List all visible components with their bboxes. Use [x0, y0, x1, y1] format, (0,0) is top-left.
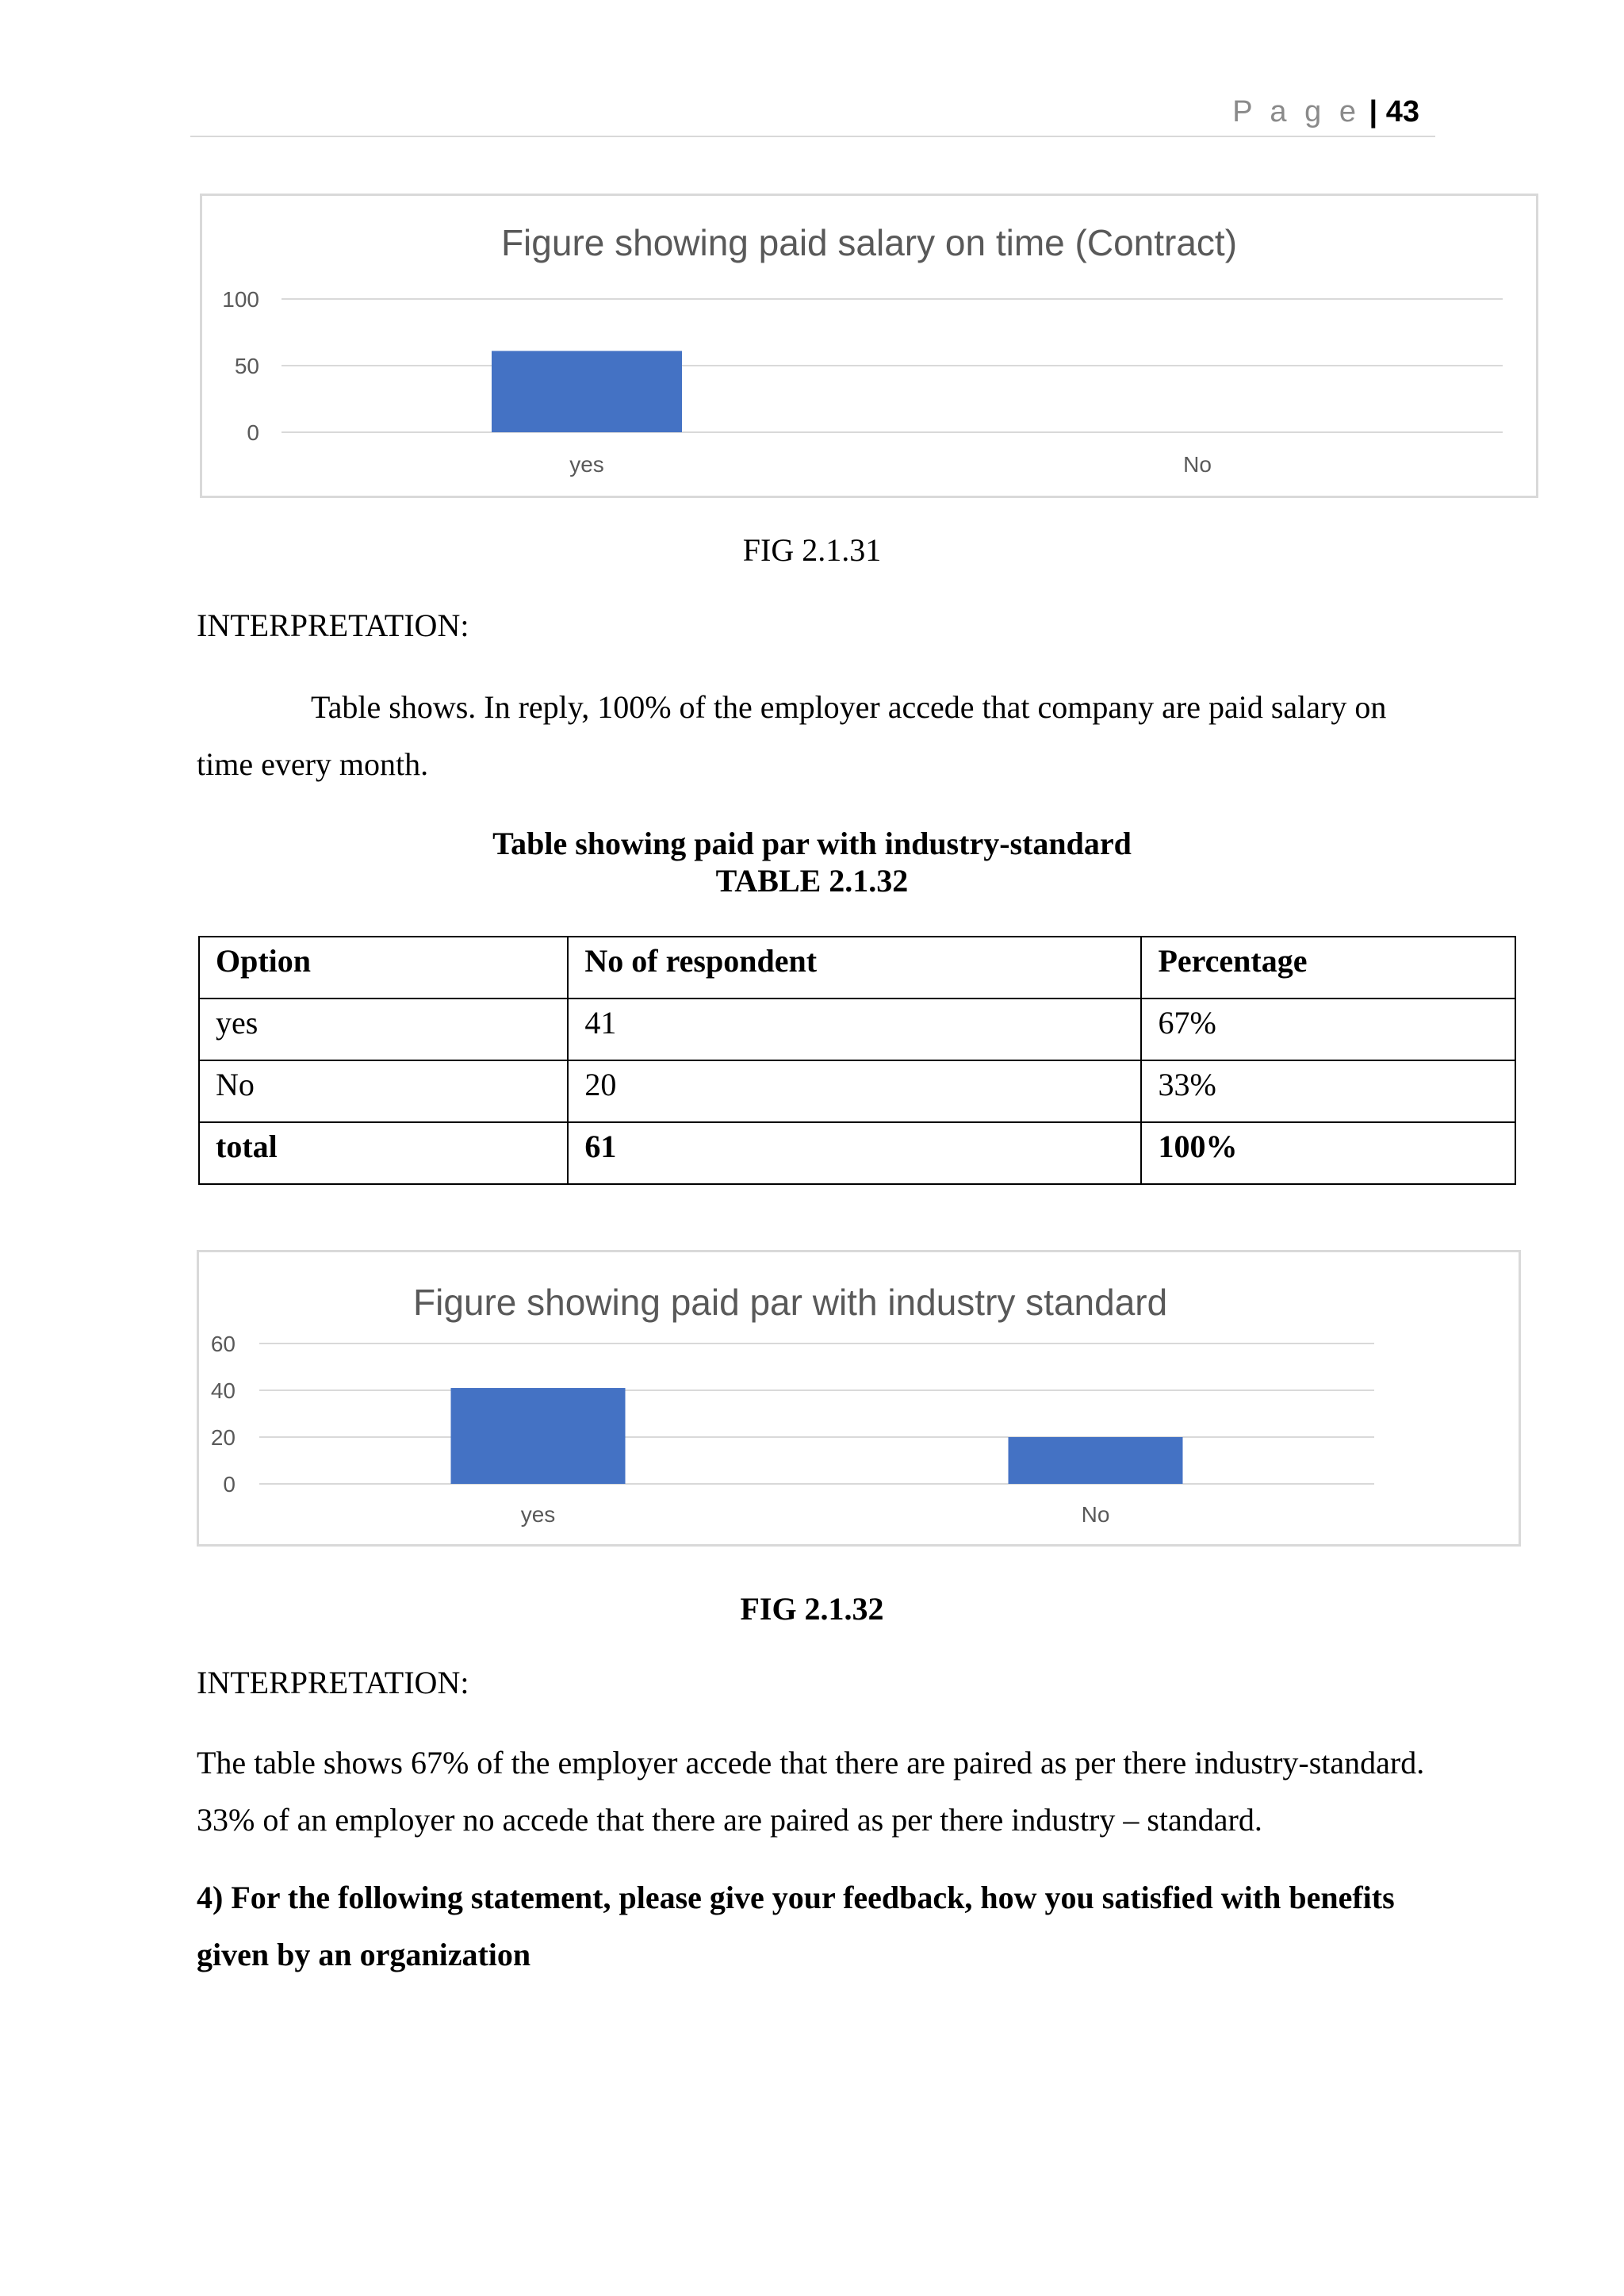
- chart-industry-standard: [197, 1250, 1521, 1547]
- table-cell: 41: [568, 999, 1141, 1060]
- table-cell: 100%: [1141, 1122, 1515, 1184]
- page-number: 43: [1385, 95, 1419, 128]
- header-rule: [190, 136, 1435, 137]
- table-header-cell: No of respondent: [568, 937, 1141, 999]
- figure-caption: FIG 2.1.32: [740, 1591, 884, 1627]
- chart-title: Figure showing paid salary on time (Contract): [500, 222, 1238, 263]
- table-cell: 33%: [1141, 1060, 1515, 1122]
- y-tick-label: 100: [222, 287, 259, 312]
- table-row: [199, 999, 1515, 1060]
- table-cell: No: [199, 1060, 568, 1122]
- table-cell: 20: [568, 1060, 1141, 1122]
- y-tick-label: 50: [234, 354, 259, 378]
- table-cell: total: [199, 1122, 568, 1184]
- table-cell: 67%: [1141, 999, 1515, 1060]
- table-row: [199, 1060, 1515, 1122]
- interpretation-heading: INTERPRETATION:: [197, 608, 469, 643]
- page-label: P a g e: [1232, 95, 1361, 128]
- x-tick-label: No: [1183, 452, 1212, 477]
- y-tick-label: 40: [210, 1378, 236, 1403]
- chart-title: Figure showing paid par with industry standard: [413, 1282, 1168, 1323]
- interpretation-heading: INTERPRETATION:: [197, 1665, 469, 1700]
- bar: [492, 351, 682, 432]
- survey-question: 4) For the following statement, please give your feedback, how you satisfied with benefits given by an organization: [197, 1880, 1395, 1972]
- chart-plot: [199, 1252, 1519, 1544]
- bar: [451, 1388, 626, 1484]
- y-tick-label: 0: [247, 420, 259, 445]
- page-header: [0, 95, 1419, 129]
- chart-salary-on-time: [200, 194, 1538, 498]
- y-tick-label: 20: [210, 1425, 236, 1450]
- x-tick-label: No: [1081, 1502, 1110, 1527]
- interpretation-text: Table shows. In reply, 100% of the employer accede that company are paid salary on time every month.: [197, 689, 1387, 782]
- table-cell: yes: [199, 999, 568, 1060]
- table-total-row: [199, 1122, 1515, 1184]
- y-tick-label: 0: [223, 1472, 236, 1497]
- chart-plot: [202, 196, 1536, 496]
- bar: [1009, 1437, 1183, 1484]
- table-header-row: [199, 937, 1515, 999]
- table-number: TABLE 2.1.32: [715, 863, 909, 899]
- table-cell: 61: [568, 1122, 1141, 1184]
- table-title: Table showing paid par with industry-standard: [492, 826, 1132, 861]
- page-separator: |: [1369, 95, 1378, 128]
- y-tick-label: 60: [210, 1332, 236, 1356]
- interpretation-text: The table shows 67% of the employer accede that there are paired as per there industry-standard. 33% of an employer no accede that there are paired as per there industry – standard.: [197, 1745, 1425, 1838]
- x-tick-label: yes: [520, 1502, 556, 1527]
- table-header-cell: Percentage: [1141, 937, 1515, 999]
- figure-caption: FIG 2.1.31: [742, 532, 882, 568]
- table-header-cell: Option: [199, 937, 568, 999]
- data-table: [198, 936, 1516, 1185]
- x-tick-label: yes: [569, 452, 604, 477]
